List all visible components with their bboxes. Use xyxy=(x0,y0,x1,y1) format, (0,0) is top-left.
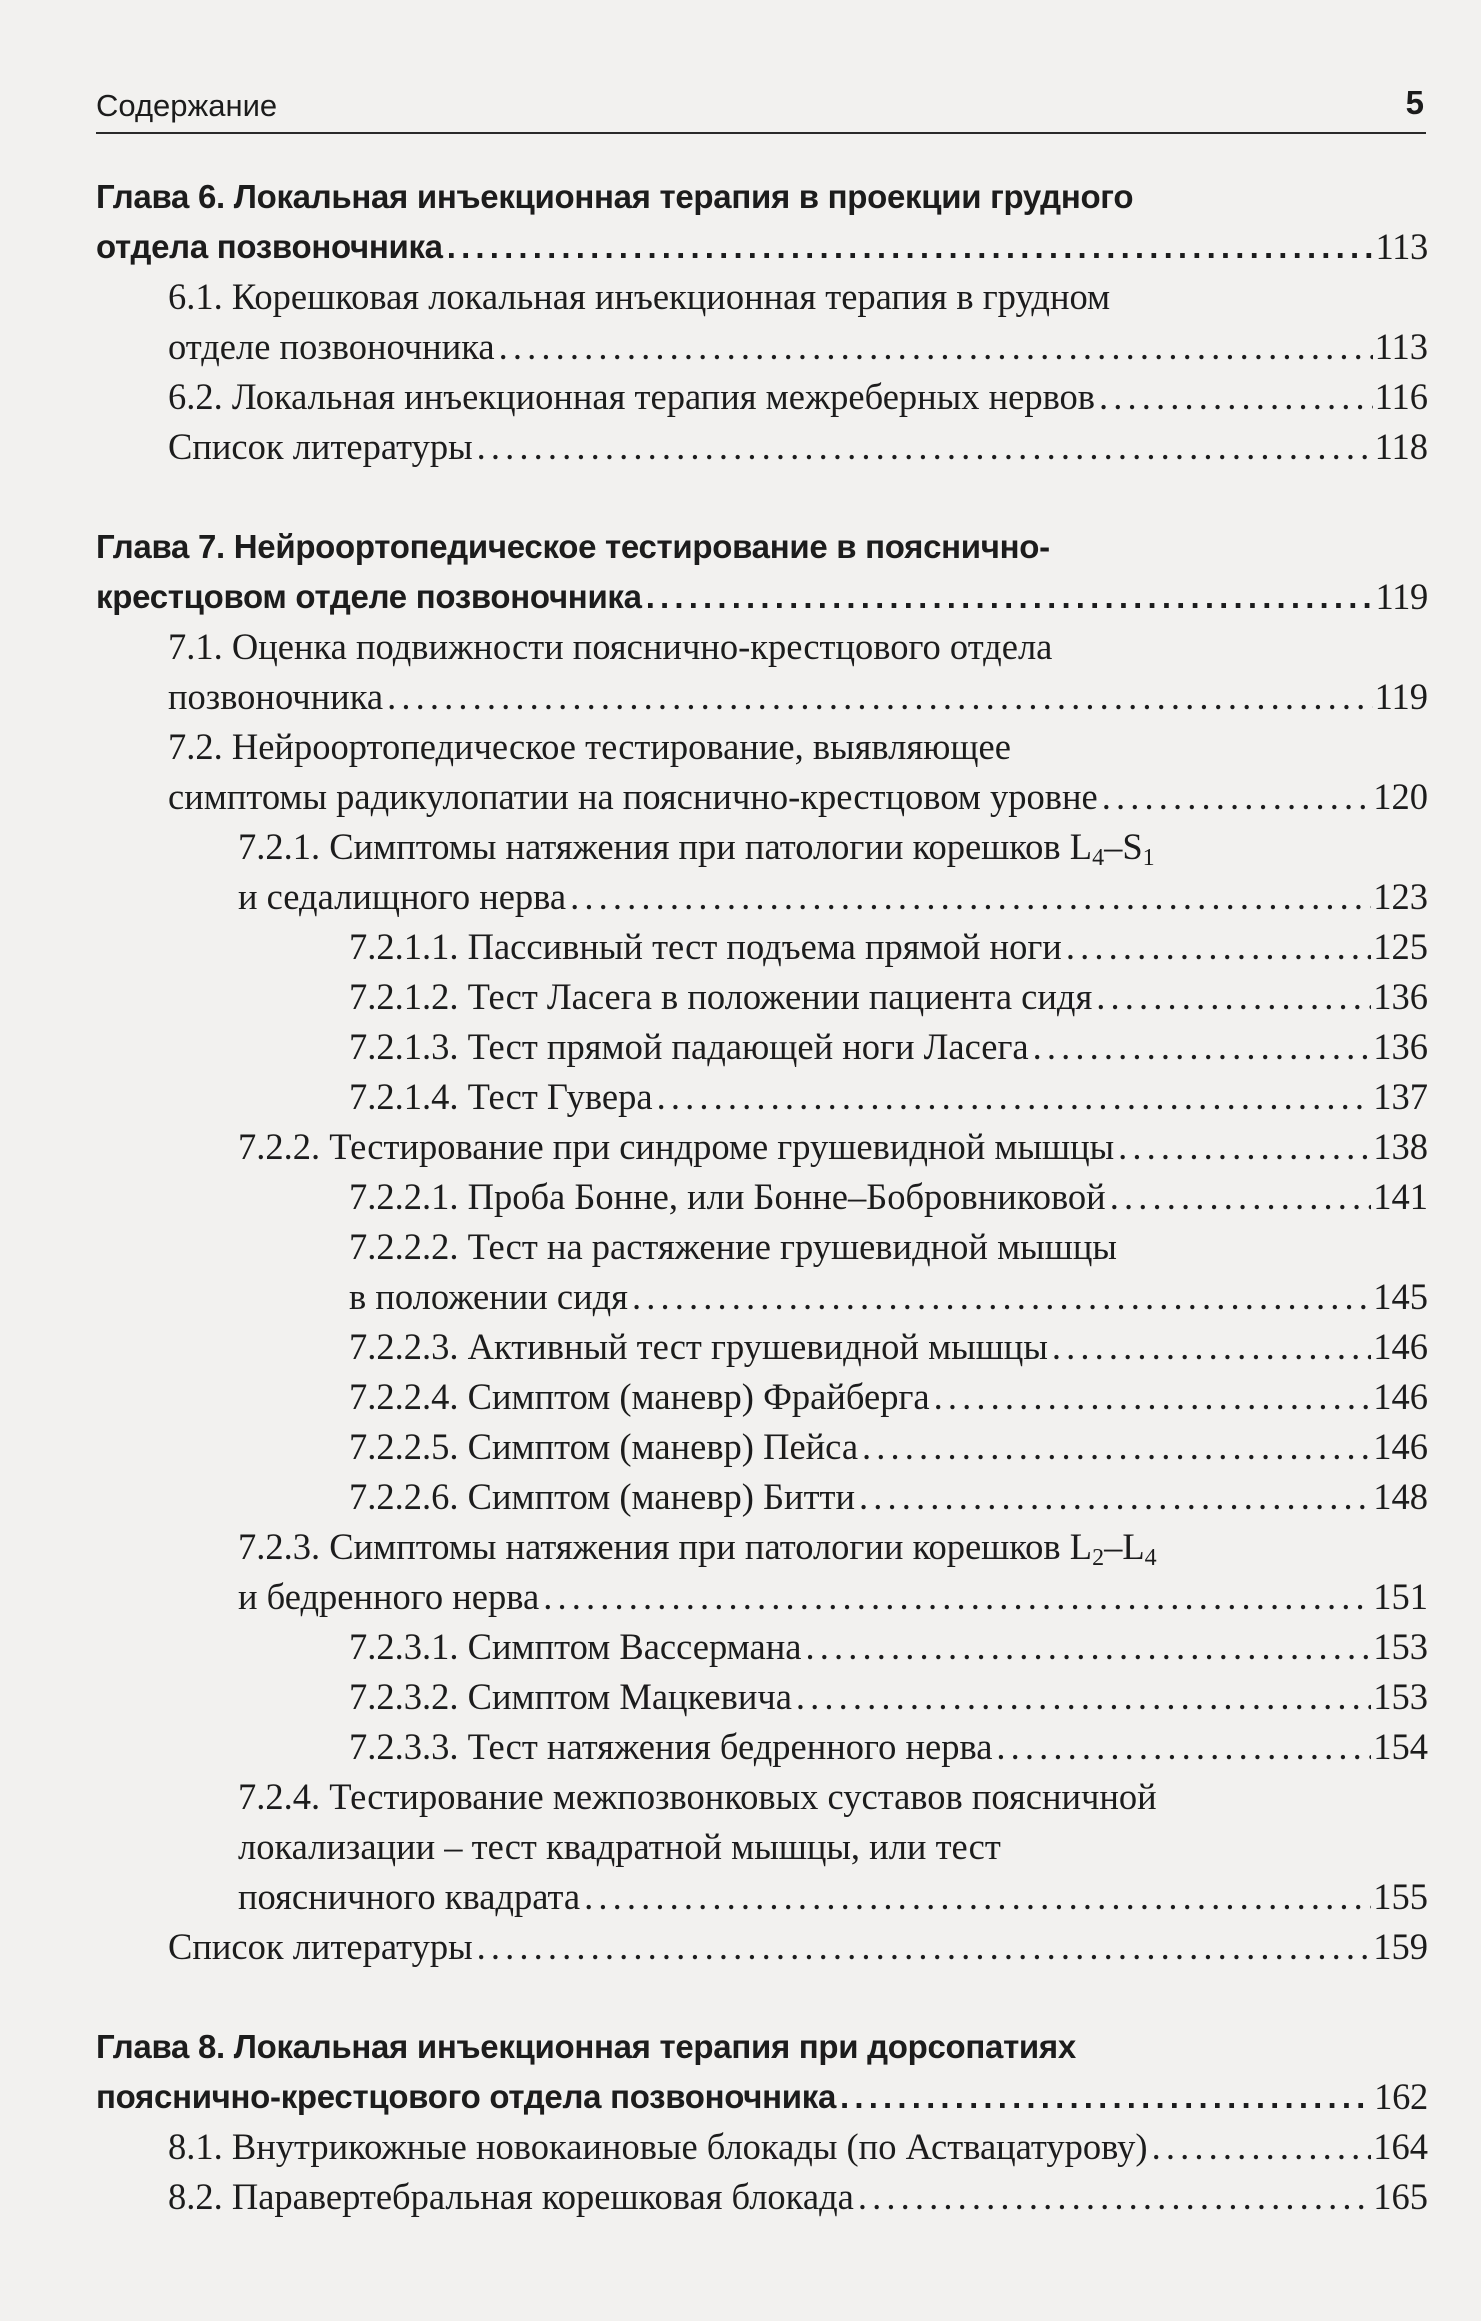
toc-page-number: 164 xyxy=(1373,2126,1428,2167)
toc-chapter-6-title[interactable]: Глава 6. Локальная инъекционная терапия в проекции грудного xyxy=(96,178,1134,215)
toc-section-7-2-title[interactable]: 7.2. Нейроортопедическое тестирование, выявляющее xyxy=(168,726,1011,767)
toc-page-number: 113 xyxy=(1375,226,1428,267)
toc-page-number: 151 xyxy=(1373,1576,1428,1617)
leader-dots xyxy=(805,1622,1371,1672)
leader-dots xyxy=(477,1922,1372,1972)
leader-dots xyxy=(447,222,1374,272)
toc-page-number: 148 xyxy=(1373,1476,1428,1517)
toc-chapter-7-entry[interactable]: крестцовом отделе позвоночника . . . 119 xyxy=(96,572,1428,622)
leader-dots xyxy=(477,422,1373,472)
toc-page-number: 138 xyxy=(1373,1126,1428,1167)
toc-section-7-2-1-title[interactable]: 7.2.1. Симптомы натяжения при патологии корешков $L_4-S_1$ xyxy=(238,826,1155,871)
toc-section-7-2-2-2-entry[interactable]: в положении сидя . . . 145 xyxy=(349,1272,1428,1322)
leader-dots xyxy=(1033,1022,1372,1072)
leader-dots xyxy=(996,1722,1371,1772)
leader-dots xyxy=(1099,372,1373,422)
running-header-title: Содержание xyxy=(96,88,278,123)
toc-section-6-2-entry[interactable]: 6.2. Локальная инъекционная терапия межреберных нервов . . . 116 xyxy=(168,372,1428,422)
toc-section-7-2-4-entry[interactable]: поясничного квадрата . . . 155 xyxy=(238,1872,1428,1922)
toc-section-7-2-2-4-entry[interactable]: 7.2.2.4. Симптом (маневр) Фрайберга . . . 146 xyxy=(349,1372,1428,1422)
leader-dots xyxy=(1052,1322,1371,1372)
leader-dots xyxy=(1118,1122,1371,1172)
leader-dots xyxy=(584,1872,1371,1922)
toc-page-number: 119 xyxy=(1375,576,1428,617)
toc-page-number: 146 xyxy=(1373,1326,1428,1367)
toc-section-6-1-entry[interactable]: отделе позвоночника . . . 113 xyxy=(168,322,1428,372)
toc-section-7-2-4-cont[interactable]: локализации – тест квадратной мышцы, или тест xyxy=(238,1826,1001,1867)
toc-section-7-2-2-6-entry[interactable]: 7.2.2.6. Симптом (маневр) Битти . . . 148 xyxy=(349,1472,1428,1522)
leader-dots xyxy=(840,2072,1372,2122)
leader-dots xyxy=(1110,1172,1372,1222)
toc-page-number: 141 xyxy=(1373,1176,1428,1217)
toc-page-number: 120 xyxy=(1373,776,1428,817)
leader-dots xyxy=(859,1472,1371,1522)
toc-chapter-6-entry[interactable]: отдела позвоночника . . . 113 xyxy=(96,222,1428,272)
leader-dots xyxy=(934,1372,1372,1422)
toc-page-number: 159 xyxy=(1373,1926,1428,1967)
toc-section-7-2-2-entry[interactable]: 7.2.2. Тестирование при синдроме грушевидной мышцы . . . 138 xyxy=(238,1122,1428,1172)
toc-page-number: 165 xyxy=(1373,2176,1428,2217)
toc-page-number: 113 xyxy=(1374,326,1428,367)
toc-references-7-entry[interactable]: Список литературы . . . 159 xyxy=(168,1922,1428,1972)
toc-page-number: 153 xyxy=(1373,1676,1428,1717)
toc-section-7-2-3-1-entry[interactable]: 7.2.3.1. Симптом Вассермана . . . 153 xyxy=(349,1622,1428,1672)
toc-section-7-2-2-2-title[interactable]: 7.2.2.2. Тест на растяжение грушевидной мышцы xyxy=(349,1226,1117,1267)
leader-dots xyxy=(646,572,1374,622)
leader-dots xyxy=(543,1572,1371,1622)
leader-dots xyxy=(570,872,1371,922)
toc-page-number: 116 xyxy=(1374,376,1428,417)
toc-section-7-2-2-1-entry[interactable]: 7.2.2.1. Проба Бонне, или Бонне–Бобровниковой . . . 141 xyxy=(349,1172,1428,1222)
toc-references-6-entry[interactable]: Список литературы . . . 118 xyxy=(168,422,1428,472)
toc-page-number: 136 xyxy=(1373,976,1428,1017)
leader-dots xyxy=(387,672,1373,722)
toc-section-8-1-entry[interactable]: 8.1. Внутрикожные новокаиновые блокады (по Аствацатурову) . . . 164 xyxy=(168,2122,1428,2172)
toc-page-number: 162 xyxy=(1374,2076,1428,2117)
leader-dots xyxy=(1066,922,1371,972)
toc-page-number: 155 xyxy=(1373,1876,1428,1917)
leader-dots xyxy=(632,1272,1371,1322)
toc-page-number: 137 xyxy=(1373,1076,1428,1117)
toc-section-7-2-1-3-entry[interactable]: 7.2.1.3. Тест прямой падающей ноги Ласега . . . 136 xyxy=(349,1022,1428,1072)
toc-section-7-2-1-4-entry[interactable]: 7.2.1.4. Тест Гувера . . . 137 xyxy=(349,1072,1428,1122)
running-header xyxy=(96,82,1426,134)
leader-dots xyxy=(1152,2122,1372,2172)
toc-page-number: 136 xyxy=(1373,1026,1428,1067)
toc-section-7-2-3-3-entry[interactable]: 7.2.3.3. Тест натяжения бедренного нерва . . . 154 xyxy=(349,1722,1428,1772)
toc-page-number: 146 xyxy=(1373,1376,1428,1417)
toc-chapter-7-title[interactable]: Глава 7. Нейроортопедическое тестирование в пояснично- xyxy=(96,528,1050,565)
toc-section-7-1-entry[interactable]: позвоночника . . . 119 xyxy=(168,672,1428,722)
toc-page-number: 154 xyxy=(1373,1726,1428,1767)
toc-page-number: 118 xyxy=(1374,426,1428,467)
toc-section-8-2-entry[interactable]: 8.2. Паравертебральная корешковая блокада . . . 165 xyxy=(168,2172,1428,2222)
toc-section-7-2-1-1-entry[interactable]: 7.2.1.1. Пассивный тест подъема прямой ноги . . . 125 xyxy=(349,922,1428,972)
leader-dots xyxy=(858,2172,1371,2222)
toc-section-7-2-3-2-entry[interactable]: 7.2.3.2. Симптом Мацкевича . . . 153 xyxy=(349,1672,1428,1722)
toc-page-number: 146 xyxy=(1373,1426,1428,1467)
toc-section-7-2-1-2-entry[interactable]: 7.2.1.2. Тест Ласега в положении пациента сидя . . . 136 xyxy=(349,972,1428,1022)
leader-dots xyxy=(657,1072,1372,1122)
leader-dots xyxy=(796,1672,1371,1722)
toc-section-7-2-1-entry[interactable]: и седалищного нерва . . . 123 xyxy=(238,872,1428,922)
toc-page-number: 125 xyxy=(1373,926,1428,967)
toc-page-number: 153 xyxy=(1373,1626,1428,1667)
toc-section-6-1-title[interactable]: 6.1. Корешковая локальная инъекционная терапия в грудном xyxy=(168,276,1111,317)
toc-section-7-2-3-title[interactable]: 7.2.3. Симптомы натяжения при патологии корешков $L_2-L_4$ xyxy=(238,1526,1157,1571)
toc-section-7-1-title[interactable]: 7.1. Оценка подвижности пояснично-крестцового отдела xyxy=(168,626,1053,667)
toc-chapter-8-entry[interactable]: пояснично-крестцового отдела позвоночника . . . 162 xyxy=(96,2072,1428,2122)
toc-section-7-2-entry[interactable]: симптомы радикулопатии на пояснично-крестцовом уровне . . . 120 xyxy=(168,772,1428,822)
leader-dots xyxy=(1102,772,1371,822)
toc-section-7-2-4-title[interactable]: 7.2.4. Тестирование межпозвонковых суставов поясничной xyxy=(238,1776,1157,1817)
toc-chapter-8-title[interactable]: Глава 8. Локальная инъекционная терапия при дорсопатиях xyxy=(96,2028,1076,2065)
toc-page-number: 119 xyxy=(1374,676,1428,717)
toc-section-7-2-2-3-entry[interactable]: 7.2.2.3. Активный тест грушевидной мышцы . . . 146 xyxy=(349,1322,1428,1372)
leader-dots xyxy=(1096,972,1371,1022)
toc-page-number: 145 xyxy=(1373,1276,1428,1317)
toc-section-7-2-2-5-entry[interactable]: 7.2.2.5. Симптом (маневр) Пейса . . . 146 xyxy=(349,1422,1428,1472)
leader-dots xyxy=(499,322,1373,372)
toc-section-7-2-3-entry[interactable]: и бедренного нерва . . . 151 xyxy=(238,1572,1428,1622)
toc-page-number: 123 xyxy=(1373,876,1428,917)
leader-dots xyxy=(862,1422,1371,1472)
page-number: 5 xyxy=(1405,84,1424,121)
